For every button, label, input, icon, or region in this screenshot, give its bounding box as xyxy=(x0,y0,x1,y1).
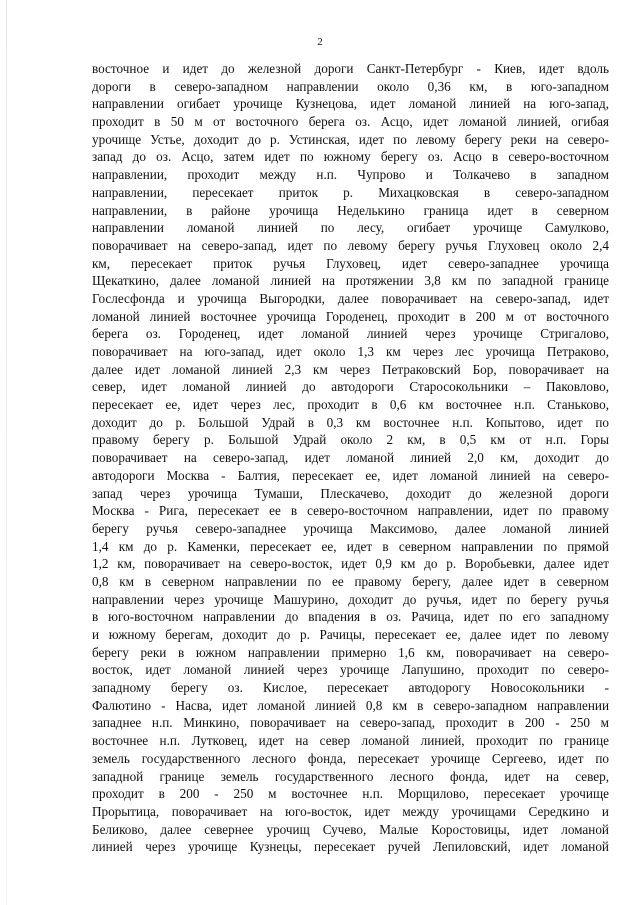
text-line: земель государственного лесного фонда, пересекает урочище Сергеево, идет по xyxy=(92,750,609,766)
text-line: Гослесфонда и урочища Выгородки, далее поворачивает на северо-запад, идет xyxy=(92,290,609,306)
text-line: и южному берегам, доходит до р. Рачицы, пересекает ее, далее идет по левому xyxy=(92,627,609,642)
text-line: 1,4 км до р. Каменки, пересекает ее, идет в северном направлении по прямой xyxy=(92,538,609,554)
text-line: дороги в северо-западном направлении около 0,36 км, в юго-западном xyxy=(92,78,609,94)
text-line: север, идет ломаной линией до автодороги Старосокольники – Паковлово, xyxy=(92,379,609,395)
text-line: западному берегу оз. Кислое, пересекает автодорогу Новосокольники - xyxy=(92,680,609,696)
text-line: Прорытица, поворачивает на юго-восток, идет между урочищами Середкино и xyxy=(92,803,609,819)
text-line: ломаной линией восточнее урочища Городенец, проходит в 200 м от восточного xyxy=(92,308,609,324)
text-line: проходит в 50 м от восточного берега оз. Асцо, идет ломаной линией, огибая xyxy=(92,114,609,130)
body-text xyxy=(92,60,609,856)
text-line: восточнее н.п. Лутковец, идет на север ломаной линией, проходит по границе xyxy=(92,733,609,749)
text-line: восток, идет ломаной линией через урочище Лапушино, проходит по северо- xyxy=(92,662,609,678)
text-line: правому берегу р. Большой Удрай около 2 км, в 0,5 км от н.п. Горы xyxy=(92,432,609,448)
text-line: км, пересекает приток ручья Глуховец, идет северо-западнее урочища xyxy=(92,255,609,271)
text-line: направлении ломаной линией по лесу, огибает урочище Самулково, xyxy=(92,220,609,236)
text-line: поворачивает на северо-запад, идет ломаной линией 2,0 км, доходит до xyxy=(92,450,609,466)
text-line: 0,8 км в северном направлении по ее правому берегу, далее идет в северном xyxy=(92,573,609,589)
page-number: 2 xyxy=(317,36,323,48)
text-line: автодороги Москва - Балтия, пересекает ее, идет ломаной линией на северо- xyxy=(92,467,609,483)
text-line: доходит до р. Большой Удрай в 0,3 км восточнее н.п. Копытово, идет по xyxy=(92,414,609,430)
text-line: восточное и идет до железной дороги Санкт-Петербург - Киев, идет вдоль xyxy=(92,61,609,76)
text-line: пересекает ее, идет через лес, проходит в 0,6 км восточнее н.п. Станьково, xyxy=(92,397,609,413)
text-line: направлении, проходит между н.п. Чупрово и Толкачево в западном xyxy=(92,167,609,183)
text-line: урочище Устье, доходит до р. Устинская, идет по левому берегу реки на северо- xyxy=(92,131,609,147)
text-line: берега оз. Городенец, идет ломаной линией через урочище Стригалово, xyxy=(92,326,609,342)
text-line: проходит в 200 - 250 м восточнее н.п. Морщилово, пересекает урочище xyxy=(92,786,609,802)
text-line: берегу реки в южном направлении примерно 1,6 км, поворачивает на северо- xyxy=(92,644,609,660)
text-line: далее идет ломаной линией 2,3 км через Петраковский Бор, поворачивает на xyxy=(92,361,609,377)
text-line: Москва - Рига, пересекает ее в северо-восточном направлении, идет по правому xyxy=(92,503,609,519)
text-line: 1,2 км, поворачивает на северо-восток, идет 0,9 км до р. Воробьевки, далее идет xyxy=(92,556,609,572)
text-line: направлении огибает урочище Кузнецова, идет ломаной линией на юго-запад, xyxy=(92,96,609,112)
text-line: берегу ручья северо-западнее урочища Максимово, далее ломаной линией xyxy=(92,520,609,536)
text-line: поворачивает на юго-запад, идет около 1,3 км через лес урочища Петраково, xyxy=(92,344,609,359)
text-line: направлении через урочище Машурино, доходит до ручья, идет по берегу ручья xyxy=(92,591,609,607)
text-line: направлении, пересекает приток р. Михацковская в северо-западном xyxy=(92,184,609,200)
text-line: запад до оз. Асцо, затем идет по южному берегу оз. Асцо в северо-восточном xyxy=(92,149,609,165)
text-line: Щекаткино, далее ломаной линией на протяжении 3,8 км по западной границе xyxy=(92,273,609,289)
text-line: Фалютино - Насва, идет ломаной линией 0,8 км в северо-западном направлении xyxy=(92,697,609,713)
text-line: линией через урочище Кузнецы, пересекает ручей Лепиловский, идет ломаной xyxy=(92,839,609,855)
text-line: в юго-восточном направлении до впадения в оз. Рачица, идет по его западному xyxy=(92,609,609,625)
text-line: западной границе земель государственного лесного фонда, идет на север, xyxy=(92,768,609,784)
text-line: западнее н.п. Минкино, поворачивает на северо-запад, проходит в 200 - 250 м xyxy=(92,715,609,731)
text-line: поворачивает на северо-запад, идет по левому берегу ручья Глуховец около 2,4 xyxy=(92,237,609,253)
text-line: Беликово, далее севернее урочищ Сучево, Малые Коростовицы, идет ломаной xyxy=(92,821,609,837)
scan-edge xyxy=(6,0,7,905)
text-line: направлении, в районе урочища Неделькино граница идет в северном xyxy=(92,202,609,218)
text-line: запад через урочища Тумаши, Плескачево, доходит до железной дороги xyxy=(92,485,609,501)
